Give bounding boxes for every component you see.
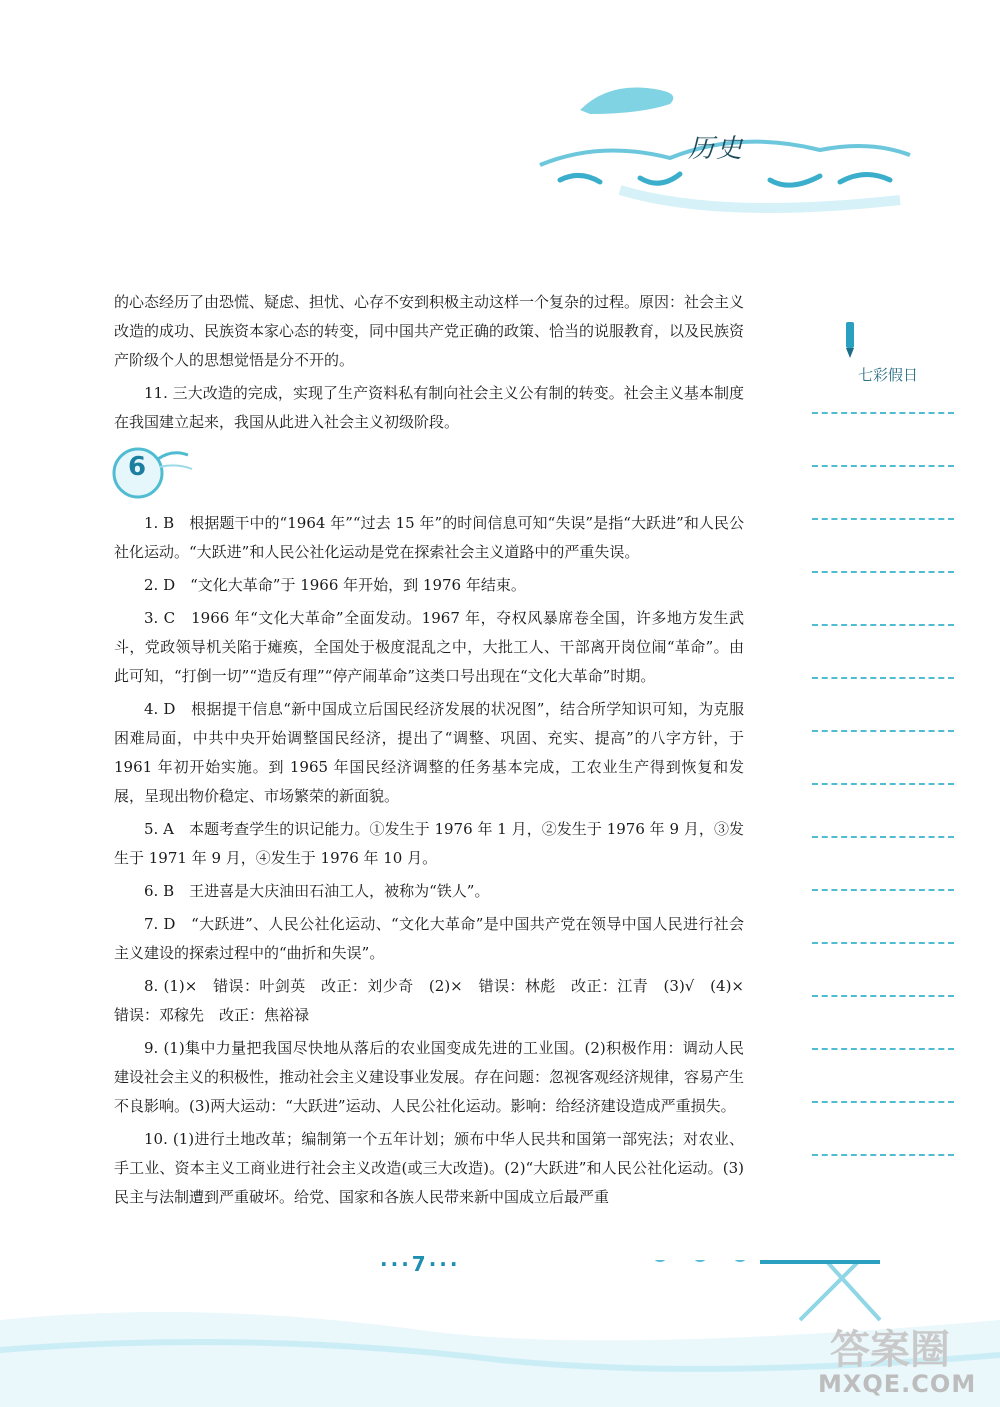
answer-item: 8. (1)× 错误：叶剑英 改正：刘少奇 (2)× 错误：林彪 改正：江青 (3)√ (4)× 错误：邓稼先 改正：焦裕禄 [114, 977, 760, 1024]
note-line [812, 1154, 954, 1156]
answer-item: 1. B 根据题干中的“1964 年”“过去 15 年”的时间信息可知“失误”是指“大跃进”和人民公社化运动。“大跃进”和人民公社化运动是党在探索社会主义道路中的严重失误。 [114, 514, 744, 561]
note-line [812, 1101, 954, 1103]
note-line [812, 412, 954, 414]
answer-item: 2. D “文化大革命”于 1966 年开始，到 1976 年结束。 [144, 576, 526, 594]
note-line [812, 624, 954, 626]
sidebar-label: 七彩假日 [858, 366, 919, 384]
note-line [812, 1048, 954, 1050]
badge-circle-icon [106, 443, 196, 503]
note-line [812, 783, 954, 785]
section-badge [106, 443, 744, 503]
watermark-logo: 答案圈 [830, 1327, 950, 1373]
answer-content [114, 288, 760, 1212]
note-line [812, 518, 954, 520]
note-line [812, 677, 954, 679]
subject-title: 历史 [688, 134, 745, 164]
answer-item: 5. A 本题考查学生的识记能力。①发生于 1976 年 1 月，②发生于 1976 年 9 月，③发生于 1971 年 9 月，④发生于 1976 年 10 月。 [114, 820, 744, 867]
note-line [812, 571, 954, 573]
note-line [812, 836, 954, 838]
paragraph: 的心态经历了由恐慌、疑虑、担忧、心存不安到积极主动这样一个复杂的过程。原因：社会主义改造的成功、民族资本家心态的转变，同中国共产党正确的政策、恰当的说服教育，以及民族资产阶级个人的思想觉悟是分不开的。 [114, 293, 745, 369]
paragraph: 11. 三大改造的完成，实现了生产资料私有制向社会主义公有制的转变。社会主义基本制度在我国建立起来，我国从此进入社会主义初级阶段。 [114, 384, 744, 431]
answer-item: 3. C 1966 年“文化大革命”全面发动。1967 年，夺权风暴席卷全国，许多地方发生武斗，党政领导机关陷于瘫痪，全国处于极度混乱之中，大批工人、干部离开岗位闹“革命”。由此可知，“打倒一切”“造反有理”“停产闹革命”这类口号出现在“文化大革命”时期。 [114, 609, 744, 685]
note-line [812, 889, 954, 891]
section-number: 6 [128, 452, 147, 482]
page-number: ···7··· [380, 1252, 461, 1276]
answer-item: 4. D 根据提干信息“新中国成立后国民经济发展的状况图”，结合所学知识可知，为克服困难局面，中共中央开始调整国民经济，提出了“调整、巩固、充实、提高”的八字方针，于 1961 年初开始实施。到 1965 年国民经济调整的任务基本完成，工农业生产得到恢复和发展，呈现出物价稳定、市场繁荣的新面貌。 [114, 700, 744, 805]
note-line [812, 465, 954, 467]
answer-item: 10. (1)进行土地改革；编制第一个五年计划；颁布中华人民共和国第一部宪法；对农业、手工业、资本主义工商业进行社会主义改造(或三大改造)。(2)“大跃进”和人民公社化运动。(3)民主与法制遭到严重破坏。给党、国家和各族人民带来新中国成立后最严重 [114, 1130, 744, 1206]
watermark-url: MXQE.COM [818, 1370, 977, 1398]
note-line [812, 995, 954, 997]
pencil-icon [838, 320, 862, 360]
note-line [812, 942, 954, 944]
answer-item: 9. (1)集中力量把我国尽快地从落后的农业国变成先进的工业国。(2)积极作用：调动人民建设社会主义的积极性，推动社会主义建设事业发展。存在问题：忽视客观经济规律，容易产生不良影响。(3)两大运动：“大跃进”运动、人民公社化运动。影响：给经济建设造成严重损失。 [114, 1039, 745, 1115]
answer-item: 6. B 王进喜是大庆油田石油工人，被称为“铁人”。 [144, 882, 490, 900]
note-line [812, 730, 954, 732]
answer-item: 7. D “大跃进”、人民公社化运动、“文化大革命”是中国共产党在领导中国人民进行社会主义建设的探索过程中的“曲折和失误”。 [114, 915, 744, 962]
